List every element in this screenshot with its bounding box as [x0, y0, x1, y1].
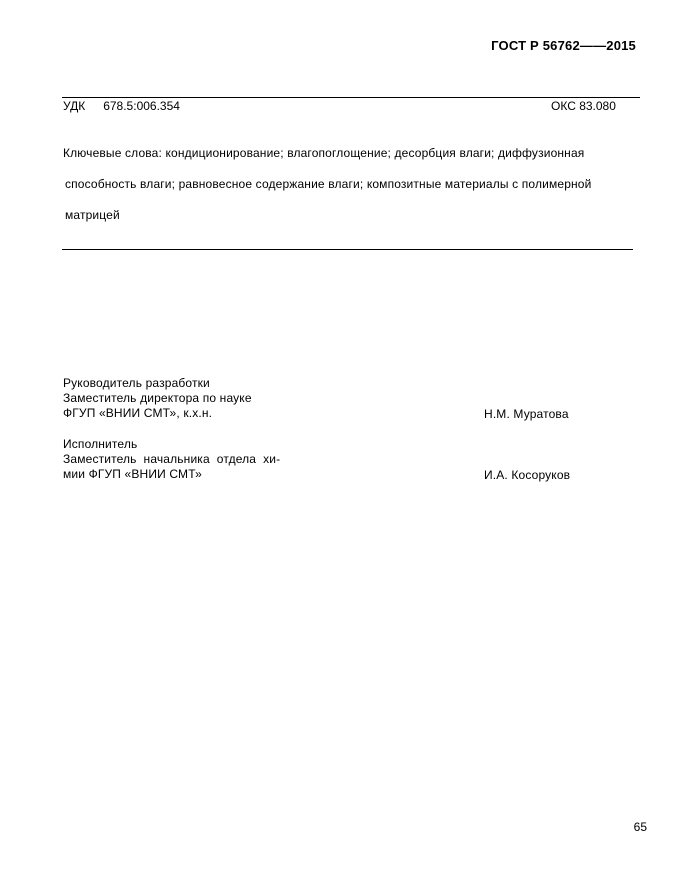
- oks-code: ОКС 83.080: [551, 99, 616, 113]
- keywords-line: способность влаги; равновесное содержание влаги; композитные материалы с полимерной: [65, 177, 592, 191]
- signatory-role-line: Заместитель директора по науке: [63, 391, 252, 405]
- signatory-role-line: ФГУП «ВНИИ СМТ», к.х.н.: [63, 406, 213, 420]
- signatory-name-lead: Н.М. Муратова: [484, 407, 569, 421]
- signatory-name-executor: И.А. Косоруков: [484, 468, 571, 482]
- page-number: 65: [633, 820, 647, 834]
- signatory-role-line: Исполнитель: [63, 437, 138, 451]
- udk-value: 678.5:006.354: [103, 99, 180, 113]
- signatory-role-line: Заместитель начальника отдела хи-: [63, 452, 281, 466]
- keywords-line: матрицей: [65, 208, 120, 222]
- bottom-divider: [62, 249, 633, 250]
- keywords-line: Ключевые слова: кондиционирование; влагопоглощение; десорбция влаги; диффузионная: [63, 146, 585, 160]
- standard-code: ГОСТ Р 56762——2015: [491, 38, 636, 53]
- signatory-role-line: Руководитель разработки: [63, 376, 210, 390]
- top-divider: [62, 97, 640, 98]
- signatory-role-line: мии ФГУП «ВНИИ СМТ»: [63, 467, 202, 481]
- udk-code: [63, 99, 180, 113]
- signatory-block-lead: [63, 376, 252, 421]
- signatory-block-executor: [63, 437, 280, 482]
- keywords-paragraph: [63, 145, 643, 238]
- udk-label: УДК: [63, 99, 86, 113]
